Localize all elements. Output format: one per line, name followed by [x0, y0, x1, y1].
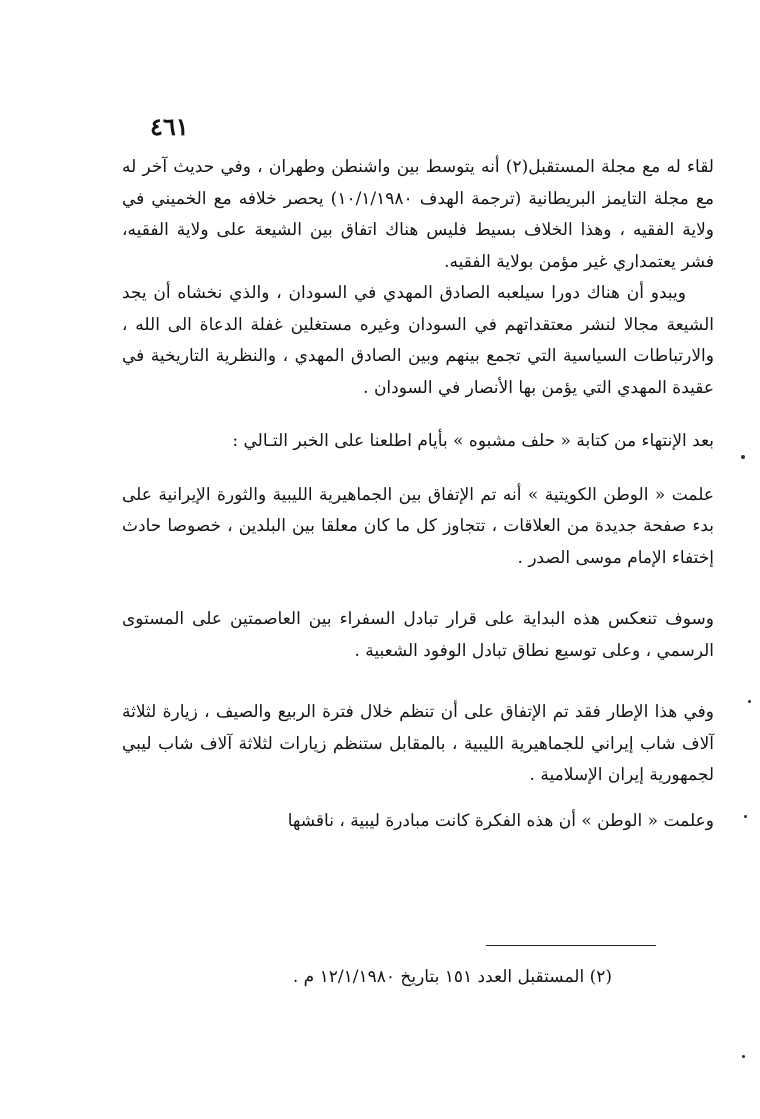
page-number: ٤٦١ — [150, 112, 189, 141]
scan-speck — [741, 455, 745, 459]
paragraph-2: ويبدو أن هناك دورا سيلعبه الصادق المهدي في السودان ، والذي نخشاه أن يجد الشيعة مجالا لنشر معتقداتهم في السودان وغيره مستغلين غفلة الدعاة الى الله ، والارتباطات السياسية التي تجمع بينهم وبين الصادق المهدي ، والنظرية التاريخية في عقيدة المهدي التي يؤمن بها الأنصار في السودان . — [122, 283, 714, 398]
footnote-divider — [486, 945, 656, 946]
paragraph-1: لقاء له مع مجلة المستقبل(٢) أنه يتوسط بين واشنطن وطهران ، وفي حديث آخر له مع مجلة التايمز البريطانية (ترجمة الهدف ١٠/١/١٩٨٠) يحصر خلافه مع الخميني في ولاية الفقيه ، وهذا الخلاف بسيط فليس هناك اتفاق بين الشيعة على ولاية الفقيه، فشر يعتمداري غير مؤمن بولاية الفقيه. — [122, 157, 714, 272]
paragraph-4: علمت « الوطن الكويتية » أنه تم الإتفاق بين الجماهيرية الليبية والثورة الإيرانية على بدء صفحة جديدة من العلاقات ، تتجاوز كل ما كان معلقا بين البلدين ، خصوصا حادث إختفاء الإمام موسى الصدر . — [122, 484, 714, 568]
scan-speck — [742, 1055, 745, 1058]
body-text — [122, 152, 714, 837]
paragraph-6: وفي هذا الإطار فقد تم الإتفاق على أن تنظم خلال فترة الربيع والصيف ، زيارة لثلاثة آلاف شاب إيراني للجماهيرية الليبية ، بالمقابل ستنظم زيارات لثلاثة آلاف شاب ليبي لجمهورية إيران الإسلامية . — [122, 702, 714, 785]
paragraph-3: بعد الإنتهاء من كتابة « حلف مشبوه » بأيام اطلعنا على الخبر التـالي : — [232, 431, 714, 451]
paragraph-5: وسوف تنعكس هذه البداية على قرار تبادل السفراء بين العاصمتين على المستوى الرسمي ، وعلى توسيع نطاق تبادل الوفود الشعبية . — [122, 609, 714, 661]
scan-speck — [744, 815, 747, 818]
footnote: (٢) المستقبل العدد ١٥١ بتاريخ ١٢/١/١٩٨٠ م . — [292, 967, 612, 987]
paragraph-7: وعلمت « الوطن » أن هذه الفكرة كانت مبادرة ليبية ، ناقشها — [287, 810, 714, 831]
scan-speck — [748, 700, 751, 703]
